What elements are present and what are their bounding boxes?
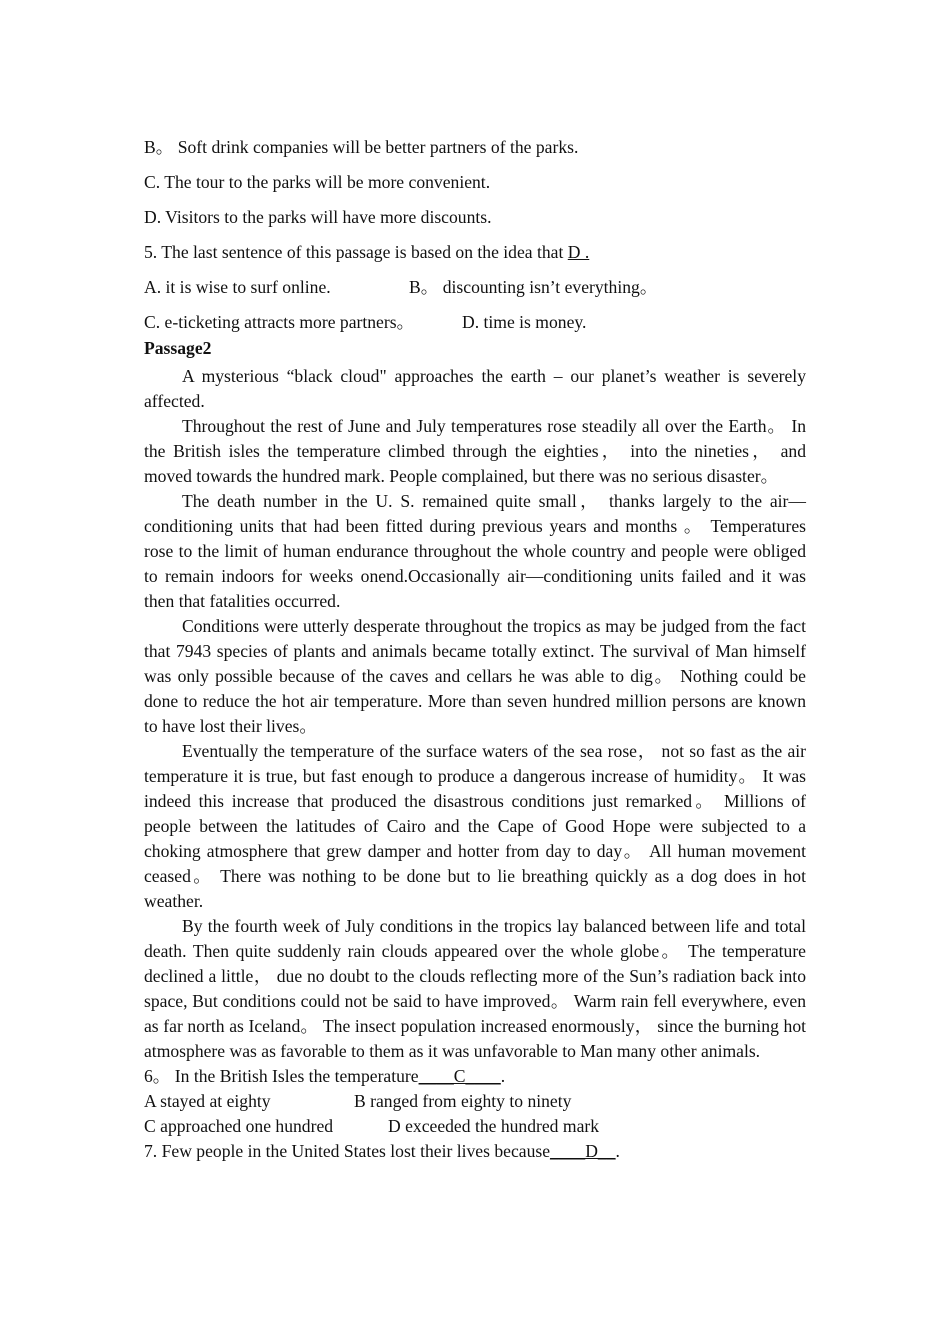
question-5-options-row-1 bbox=[144, 276, 806, 311]
q5-option-b: B。 discounting isn’t everything。 bbox=[409, 277, 658, 297]
question-6-answer: ____C____ bbox=[418, 1066, 501, 1086]
document-body bbox=[144, 136, 806, 1164]
passage-paragraph: A mysterious “black cloud" approaches the earth – our planet’s weather is severely affected. bbox=[144, 366, 806, 411]
passage-title: Passage2 bbox=[144, 338, 212, 358]
question-7 bbox=[144, 1139, 806, 1164]
q6-option-d: D exceeded the hundred mark bbox=[388, 1116, 600, 1136]
option-b-line: B。 Soft drink companies will be better partners of the parks. bbox=[144, 137, 579, 157]
q5-option-d: D. time is money. bbox=[462, 312, 587, 332]
q5-option-a: A. it is wise to surf online. bbox=[144, 277, 331, 297]
passage-paragraph: By the fourth week of July conditions in the tropics lay balanced between life and total death. Then quite suddenly rain clouds appeared over the whole globe。 The temperature declined a little， due no doubt to the clouds reflecting more of the Sun’s radiation back into space, But conditions could not be said to have improved。 Warm rain fell everywhere, even as far north as Iceland。 The insect population increased enormously， since the burning hot atmosphere was as favorable to them as it was unfavorable to Man many other animals. bbox=[144, 916, 806, 1061]
passage-paragraph: Conditions were utterly desperate throughout the tropics as may be judged from the fact that 7943 species of plants and animals became totally extinct. The survival of Man himself was only possible because of the caves and cellars he was able to dig。 Nothing could be done to reduce the hot air temperature. More than seven hundred million persons are known to have lost their lives。 bbox=[144, 616, 806, 736]
passage-paragraph: Eventually the temperature of the surface waters of the sea rose， not so fast as the air temperature it is true, but fast enough to produce a dangerous increase of humidity。 It was indeed this increase that produced the disastrous conditions just remarked。 Millions of people between the latitudes of Cairo and the Cape of Good Hope were subjected to a choking atmosphere that grew damper and hotter from day to day。 All human movement ceased。 There was nothing to be done but to lie breathing quickly as a dog does in hot weather. bbox=[144, 741, 806, 911]
question-block-bottom bbox=[144, 1064, 806, 1164]
question-block-top bbox=[144, 136, 806, 346]
option-d-line: D. Visitors to the parks will have more discounts. bbox=[144, 207, 492, 227]
option-c-line: C. The tour to the parks will be more convenient. bbox=[144, 172, 491, 192]
question-5 bbox=[144, 241, 806, 276]
question-7-end: . bbox=[615, 1141, 620, 1161]
question-6-end: . bbox=[500, 1066, 506, 1086]
question-6-options-row-2 bbox=[144, 1114, 806, 1139]
q6-option-b: B ranged from eighty to ninety bbox=[354, 1091, 572, 1111]
passage-paragraph: Throughout the rest of June and July temperatures rose steadily all over the Earth。 In the British isles the temperature climbed through the eighties， into the nineties， and moved towards the hundred mark. People complained, but there was no serious disaster。 bbox=[144, 416, 806, 486]
question-7-answer: ____D__ bbox=[550, 1141, 616, 1161]
q6-option-c: C approached one hundred bbox=[144, 1116, 334, 1136]
question-6-text: 6。 In the British Isles the temperature bbox=[144, 1066, 419, 1086]
question-6-options-row-1 bbox=[144, 1089, 806, 1114]
question-5-text: 5. The last sentence of this passage is based on the idea that bbox=[144, 242, 568, 262]
passage-paragraph: The death number in the U. S. remained quite small， thanks largely to the air—conditioning units that had been fitted during previous years and months 。 Temperatures rose to the limit of human endurance throughout the whole country and people were obliged to remain indoors for weeks onend.Occasionally air—conditioning units failed and it was then that fatalities occurred. bbox=[144, 491, 806, 611]
q6-option-a: A stayed at eighty bbox=[144, 1091, 271, 1111]
question-5-answer: D . bbox=[567, 242, 590, 262]
q5-option-c: C. e-ticketing attracts more partners。 bbox=[144, 312, 415, 332]
passage-body bbox=[144, 364, 806, 1064]
question-6 bbox=[144, 1064, 806, 1089]
question-7-text: 7. Few people in the United States lost their lives because bbox=[144, 1141, 551, 1161]
